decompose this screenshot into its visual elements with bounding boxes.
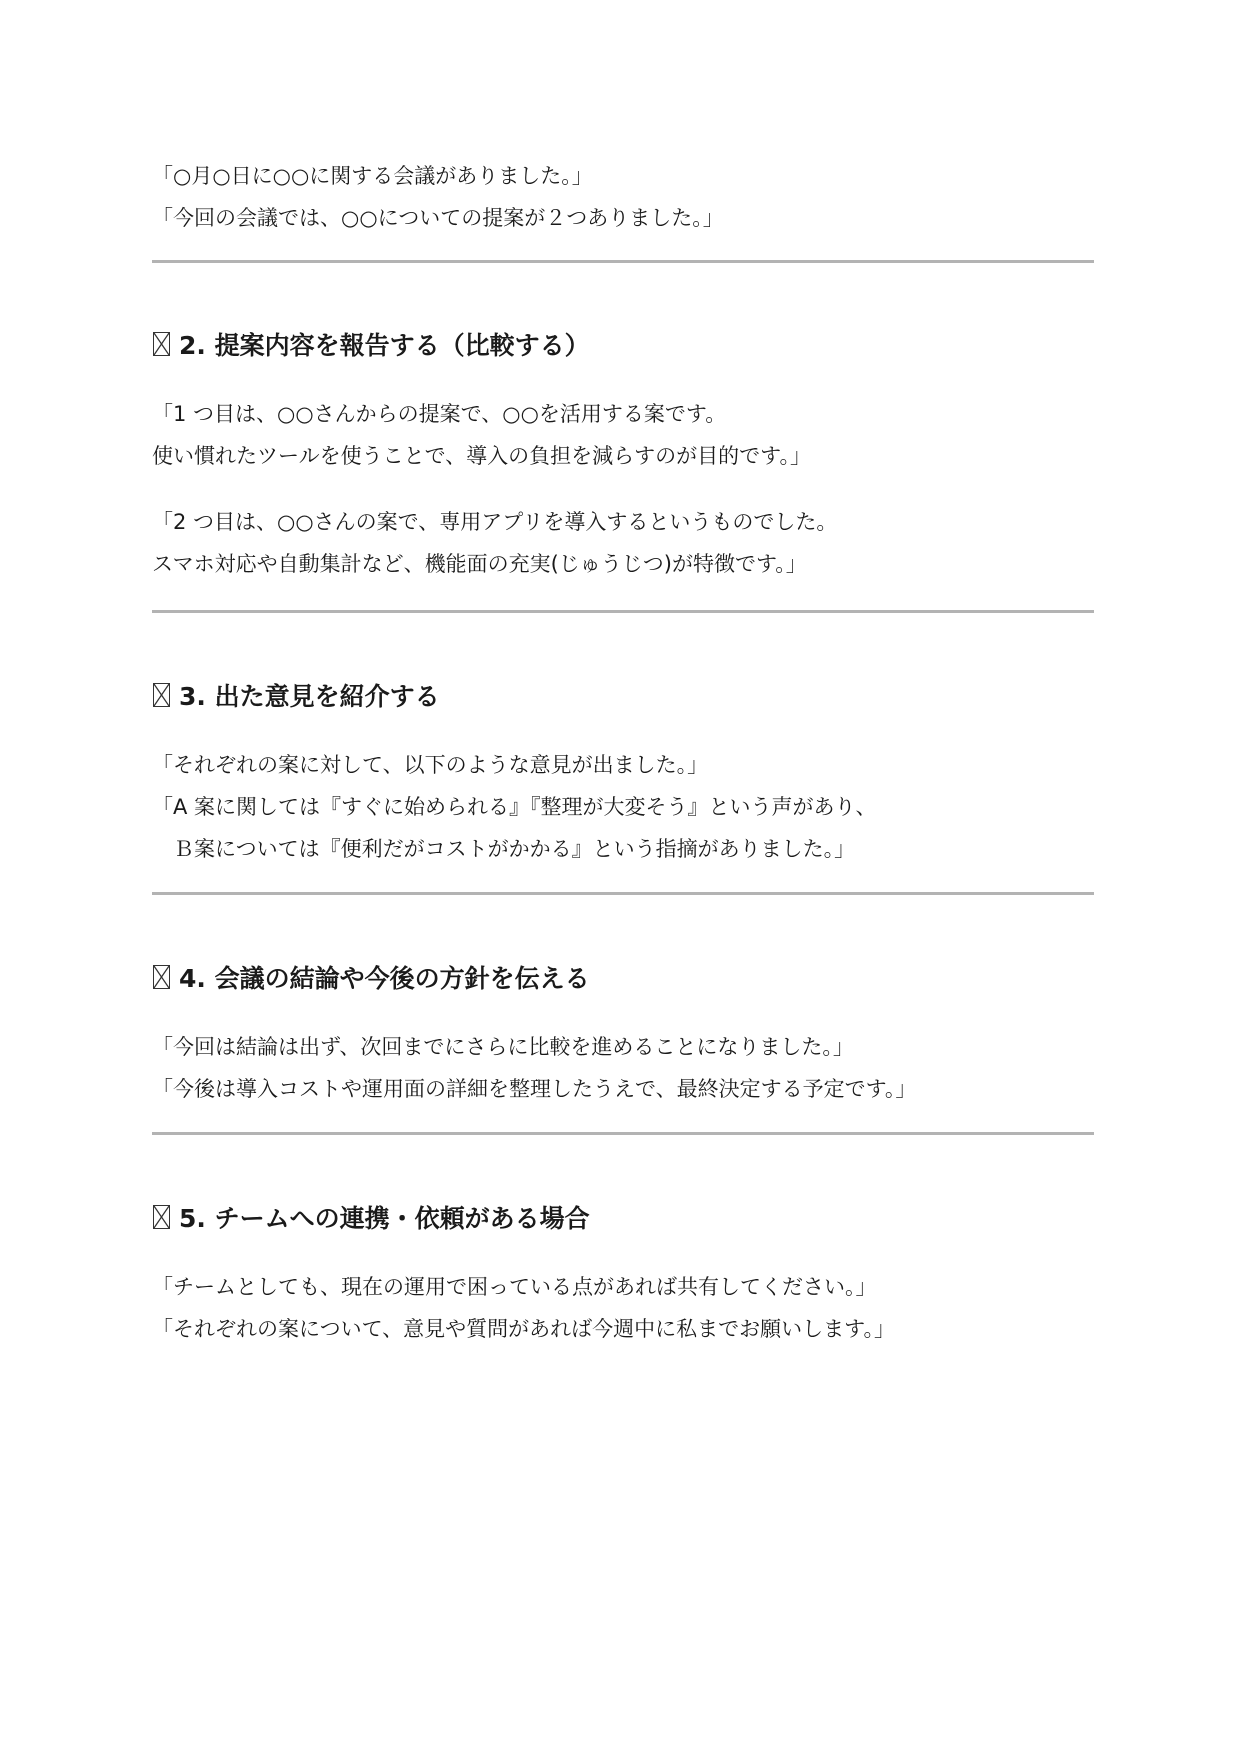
ballot-box-x-icon xyxy=(153,965,170,989)
ballot-box-x-icon xyxy=(153,1205,170,1229)
intro-line: 「○月○日に○○に関する会議がありました。」 xyxy=(152,164,593,188)
paragraph-line: 使い慣れたツールを使うことで、導入の負担を減らすのが目的です。」 xyxy=(152,444,811,468)
paragraph xyxy=(152,1266,1092,1350)
section-heading-text: 2. 提案内容を報告する（比較する） xyxy=(179,331,590,360)
paragraph-line: 「それぞれの案に対して、以下のような意見が出ました。」 xyxy=(152,753,709,777)
section-2 xyxy=(152,324,1092,585)
section-4 xyxy=(152,957,1092,1110)
intro-block xyxy=(152,155,1092,239)
section-heading-text: 4. 会議の結論や今後の方針を伝える xyxy=(179,964,590,993)
paragraph-line: 「2 つ目は、○○さんの案で、専用アプリを導入するというものでした。 xyxy=(152,510,838,534)
document-page xyxy=(152,0,1092,1754)
section-heading xyxy=(152,675,1092,715)
paragraph xyxy=(152,1026,1092,1110)
section-divider xyxy=(152,260,1094,263)
paragraph-line: スマホ対応や自動集計など、機能面の充実(じゅうじつ)が特徴です。」 xyxy=(152,552,807,576)
section-heading xyxy=(152,324,1092,364)
paragraph xyxy=(152,744,1092,870)
paragraph-line: 「今回は結論は出ず、次回までにさらに比較を進めることになりました。」 xyxy=(152,1035,854,1059)
paragraph-line: 「今後は導入コストや運用面の詳細を整理したうえで、最終決定する予定です。」 xyxy=(152,1077,917,1101)
paragraph-line: 「チームとしても、現在の運用で困っている点があれば共有してください。」 xyxy=(152,1275,877,1299)
paragraph-line: 「それぞれの案について、意見や質問があれば今週中に私までお願いします。」 xyxy=(152,1317,895,1341)
section-divider xyxy=(152,1132,1094,1135)
paragraph-line: 「A 案に関しては『すぐに始められる』『整理が大変そう』という声があり、 xyxy=(152,795,877,819)
section-3 xyxy=(152,675,1092,870)
ballot-box-x-icon xyxy=(153,332,170,356)
section-5 xyxy=(152,1197,1092,1350)
section-heading xyxy=(152,1197,1092,1237)
paragraph-line: 「1 つ目は、○○さんからの提案で、○○を活用する案です。 xyxy=(152,402,727,426)
paragraph xyxy=(152,393,1092,477)
section-heading-text: 5. チームへの連携・依頼がある場合 xyxy=(179,1204,590,1233)
section-divider xyxy=(152,610,1094,613)
section-heading xyxy=(152,957,1092,997)
paragraph-line: Ｂ案については『便利だがコストがかかる』という指摘がありました。」 xyxy=(152,837,856,861)
ballot-box-x-icon xyxy=(153,683,170,707)
section-heading-text: 3. 出た意見を紹介する xyxy=(179,682,440,711)
paragraph xyxy=(152,501,1092,585)
intro-line: 「今回の会議では、○○についての提案が２つありました。」 xyxy=(152,206,724,230)
section-divider xyxy=(152,892,1094,895)
